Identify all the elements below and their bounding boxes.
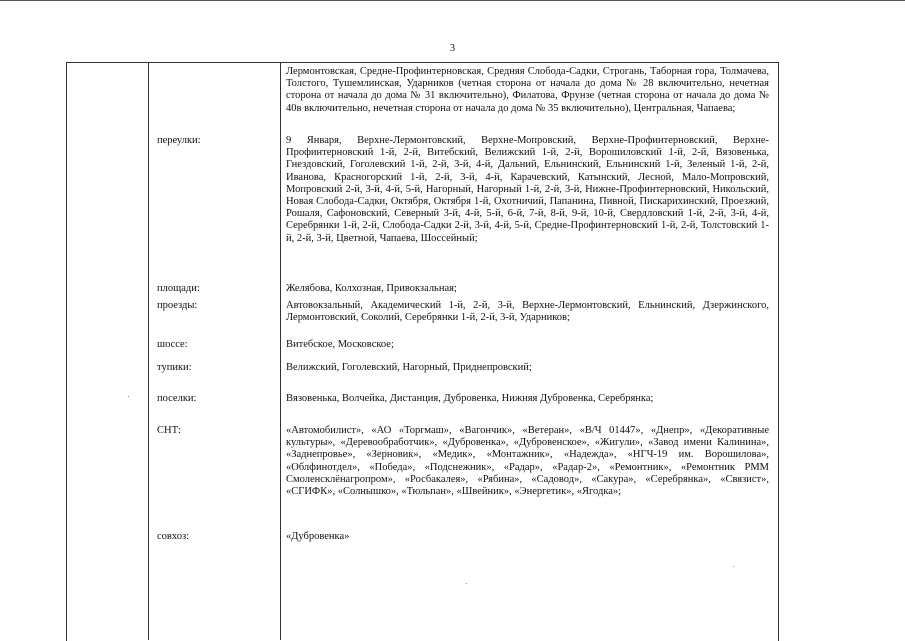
row-text: Желябова, Колхозная, Привокзальная;: [286, 283, 457, 294]
row-text: Вязовенька, Волчейка, Дистанция, Дубровенка, Нижняя Дубровенка, Серебрянка;: [286, 393, 654, 404]
page-number: 3: [449, 43, 456, 54]
scan-speck: [128, 396, 129, 397]
row-text: «Дубровенка»: [286, 531, 350, 542]
row-label: шоссе:: [157, 339, 188, 350]
column-divider: [148, 62, 149, 640]
column-divider: [280, 62, 281, 640]
row-text: Витебское, Московское;: [286, 339, 394, 350]
row-text: «Автомобилист», «АО «Торгмаш», «Вагончик», «Ветеран», «В/Ч 01447», «Днепр», «Декоративные культуры», «Деревообработчик», «Дубровенка», «Дубровенское», «Жигули», «Завод имени Калинина», «Заднепровье», «Зерновик», «Медик», «Монтажник», «Надежда», «НГЧ-19 им. Ворошилова», «Облфинотдел», «Победа», «Подснежник», «Радар», «Радар-2», «Ремонтник», «Ремонтник РММ Смоленсклёнагропром», «Росбакалея», «Рябина», «Садовод», «Сакура», «Серебрянка», «Связист», «СГИФК», «Солнышко», «Тюльпан», «Швейник», «Энергетик», «Ягодка»;: [286, 425, 769, 498]
row-text: Лермонтовская, Средне-Профинтерновская, Средняя Слобода-Садки, Строгань, Таборная гора, Толмачева, Толстого, Тушемлинская, Ударников (четная сторона от начала до дома № 28 включительно, нечетная сторона от начала до дома № 31 включительно), Филатова, Фрунзе (четная сторона от начала до дома № 40в включительно, нечетная сторона от начала до дома № 35 включительно), Центральная, Чапаева;: [286, 66, 769, 114]
row-text: Автовокзальный, Академический 1-й, 2-й, 3-й, Верхне-Лермонтовский, Ельнинский, Дзержинского, Лермонтовский, Соколий, Серебрянки 1-й, 2-й, 3-й, Ударников;: [286, 300, 769, 324]
scan-speck: [466, 583, 467, 584]
row-label: проезды:: [157, 300, 198, 311]
row-label: тупики:: [157, 362, 192, 373]
page-top-edge: [0, 0, 905, 1]
row-label: переулки:: [157, 135, 201, 146]
row-label: совхоз:: [157, 531, 190, 542]
scan-speck: [733, 566, 734, 567]
row-label: площади:: [157, 283, 200, 294]
row-text: 9 Января, Верхне-Лермонтовский, Верхне-Мопровский, Верхне-Профинтерновский, Верхне-Профинтерновский 1-й, 2-й, Витебский, Велижский 1-й, 2-й, Ворошиловский 1-й, 2-й, Вязовенька, Гнездовский, Гоголевский 1-й, 2-й, 3-й, 4-й, Дальний, Ельнинский, Ельнинский 1-й, Зеленый 1-й, 2-й, Иванова, Красногорский 1-й, 2-й, 3-й, 4-й, Карачевский, Катынский, Лесной, Мало-Мопровский, Мопровский 2-й, 3-й, 4-й, 5-й, Нагорный, Нагорный 1-й, 2-й, 3-й, Нижне-Профинтерновский, Никольский, Новая Слобода-Садки, Октября, Октября 1-й, Охотничий, Папанина, Пивной, Пискарихинский, Проезжий, Рошаля, Сафоновский, Северный 3-й, 4-й, 5-й, 6-й, 7-й, 8-й, 9-й, 10-й, Свердловский 1-й, 2-й, 3-й, 4-й, Серебрянки 1-й, 2-й, Слобода-Садки 2-й, 3-й, 4-й, 5-й, Средне-Профинтерновский 1-й, 2-й, Толстовский 1-й, 2-й, 3-й, Цветной, Чапаева, Шоссейный;: [286, 135, 769, 244]
row-label: СНТ:: [157, 425, 181, 436]
row-label: поселки:: [157, 393, 197, 404]
row-text: Велижский, Гоголевский, Нагорный, Приднепровский;: [286, 362, 532, 373]
